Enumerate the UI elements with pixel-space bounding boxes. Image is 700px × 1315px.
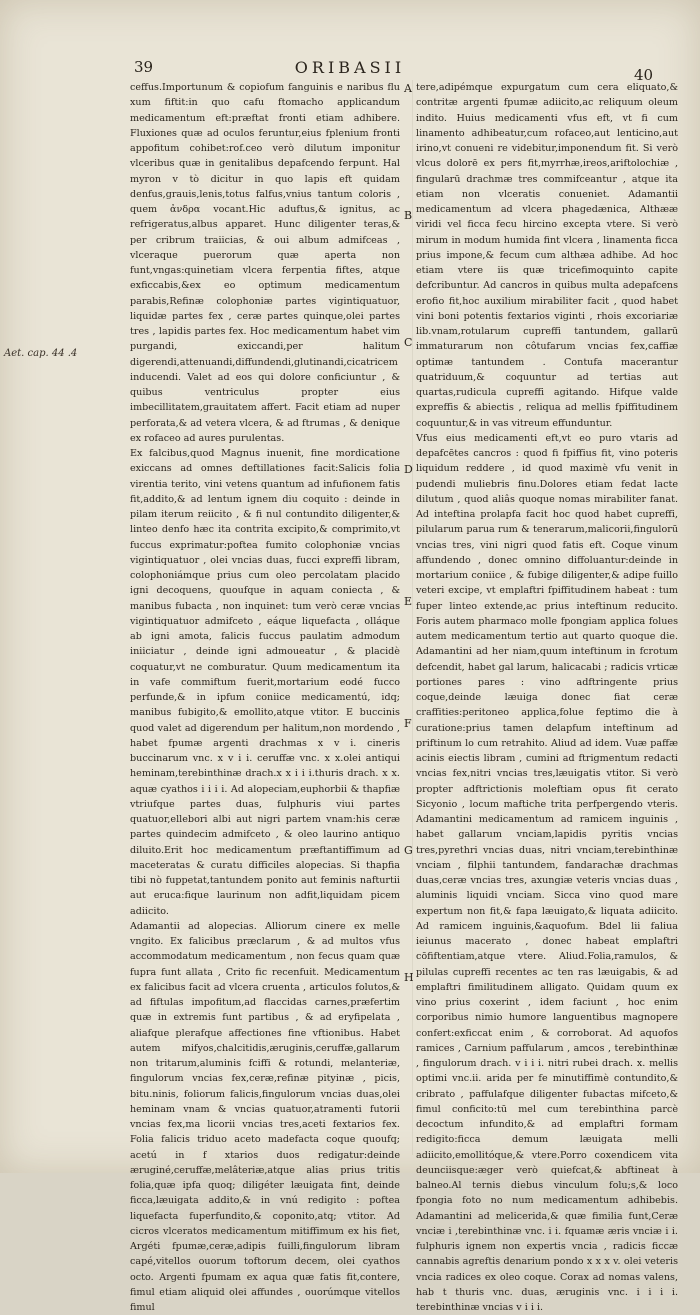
section-letter-g: G (404, 844, 413, 857)
section-letter-c: C (404, 336, 413, 349)
section-letter-e: E (404, 595, 413, 608)
section-letter-d: D (404, 463, 413, 476)
paragraph: Vfus eius medicamenti eft,vt eo puro vtaris ad depafcētes cancros : quod fi fpiffius fit, vino poteris liquidum reddere , id quod maximè vfu venit in pudendi muliebris finu.Dolores etiam fedat lacte dilutum , quod aliâs quoque nomas mirabiliter fanat. Ad inteftina prolapfa facit hoc quod habet cupreffi, pilularum parua rum & tenerarum,malicorii,fingulorū vncias tres, vini nigri quod fatis eft. Coque vinum affundendo , donec omnino diffoluantur:deinde in mortarium coniice , & fubige diligenter,& adipe fuillo veteri excipe, vt emplaftri fpiffitudinem habeat : tum fuper linteo extende,ac prius inteftinum reducito. Foris autem pharmaco molle fpongiam applica folues autem medicamentum tertio aut quarto quoque die. Adamantini ad her niam,quum inteftinum in fcrotum defcendit, habet gal larum, halicacabi ; radicis vrticæ portiones pares : vino adftringente prius coque,deinde læuiga donec fiat ceræ craffities:peritoneo applica,folue feptimo die à curatione:prius tamen delapfum inteftinum ad priftinum lo cum retrahito. Aliud ad idem. Vuæ paffæ acinis eiectis libram , cumini ad ftrigmentum redacti vncias fex,nitri vncias tres,læuigatis vtitor. Si verò propter adftrictionis moleftiam opus fit cerato Sicyonio , locum maftiche trita perfpergendo vteris. Adamantini medicamentum ad ramicem inguinis , habet gallarum vnciam,lapidis pyritis vncias tres,pyrethri vncias duas, nitri vnciam,terebinthinæ vnciam , filphii tantundem, fandarachæ drachmas duas,ceræ vncias tres, axungiæ veteris vncias duas , aluminis liquidi vnciam. Sicca vino quod mare expertum non fit,& fapa læuigato,& liquata adiicito. Ad ramicem inguinis,&aquofum. Bdel lii faliua ieiunus macerato , donec habeat emplaftri cōfiftentiam,atque vtere. Aliud.Folia,ramulos, & pilulas cupreffi recentes ac ten ras læuigabis, & ad emplaftri fimilitudinem alligato. Quidam quum ex vino prius coxerint , idem faciunt , hoc enim corporibus nimio humore languentibus magnopere confert:exficcat enim , & corroborat. Ad aquofos ramices , Carnium paffularum , amcos , terebinthinæ , fingulorum drach. v i i i. nitri rubei drach. x. mellis optimi vnc.ii. arida per fe minutiffimè contundito,& cribrato , paffulafque diligenter fubactas mifceto,& fimul conficito:tū mel cum terebinthina parcè decoctum infundito,& ad emplaftri formam redigito:ficca demum læuigata melli adiicito,emollitóque,& vtere.Porro coxendicem vita deunciisque:æger verò quiefcat,& abftineat à balneo.Al ternis diebus vinculum folu;s,& loco fpongia foto no num medicamentum adhibebis. Adamantini ad melicerida,& quæ fimilia funt,Ceræ vnciæ i ,terebinthinæ vnc. i i. fquamæ æris vnciæ i i. fulphuris ignem non expertis vncia , radicis ficcæ cannabis agreftis denarium pondo x x x v. olei veteris vncia radices ex oleo coque. Corax ad nomas valens, hab t thuris vnc. duas, æruginis vnc. i i i i. terebinthinæ vncias v i i i. (416, 432, 678, 1313)
paragraph: Adamantii ad alopecias. Alliorum cinere ex melle vngito. Ex falicibus præclarum , & ad multos vfus accommodatum medicamentum , non fecus quam quæ fupra funt allata , Crito fic recenfuit. Medicamentum ex falicibus facit ad vlcera cruenta , articulos folutos,& ad fiftulas impofitum,ad flaccidas carnes,præfertim quæ in extremis funt partibus , & ad eryfipelata , aliafque plerafque affectiones fine vftionibus. Habet autem mifyos,chalcitidis,æruginis,ceruffæ,gallarum non tritarum,aluminis fciffi & rotundi, melanteriæ, fingulorum vncias fex,ceræ,refinæ pityinæ , picis, bitu.ninis, foliorum falicis,fingulorum vncias duas,olei heminam vnam & vncias quatuor,atramenti futorii vncias fex,ma licorii vncias tres,aceti fextarios fex. Folia falicis triduo aceto madefacta coque quoufq; acetú in f xtarios duos redigatur:deinde æruginé,ceruffæ,melâteriæ,atque alias prius tritis folia,quæ ipfa quoq; diligéter læuigata fint, deinde ficca,læuigata addito,& in vnú redigito : poftea liquefacta fuperfundito,& coponito,atq; vtitor. Ad cicros vlceratos medicamentum mitiffimum ex his fiet, Argéti fpumæ,ceræ,adipis fuilli,fingulorum libram capé,vitellos ouorum toftorum decem, olei cyathos octo. Argenti fpumam ex aqua quæ fatis fit,contere, fimul etiam aliquid olei affundes , ouorúmque vitellos fimul (130, 920, 400, 1313)
handwritten-margin-note: Aet. cap. 44 .4 (4, 348, 78, 359)
page-number-right: 40 (634, 66, 654, 84)
running-title: ORIBASII (294, 58, 406, 77)
section-letter-b: B (404, 209, 413, 222)
paragraph: Ex falcibus,quod Magnus inuenit, fine mordicatione exiccans ad omnes deftillationes facit:Salicis folia virentia terito, vini vetens quantum ad infufionem fatis fit,addito,& ad lentum ignem diu coquito : deinde in pilam iterum reiicito , & fi nul contundito diligenter,& linteo denfo hæc ita contrita excipito,& comprimito,vt fuccus exprimatur:poftea fumito colophoniæ vncias vigintiquatuor , olei vncias duas, fucci expreffi libram, colophoniámque prius cum oleo percolatam placido igni decoquens, quoufque in aquam coniecta , & manibus fubacta , non inquinet: tum verò ceræ vncias vigintiquatuor admifceto , eáque liquefacta , olláque ab igni amota, falicis fuccus paulatim admodum iniiciatur , deinde igni admoueatur , & placidè coquatur,vt ne comburatur. Quum medicamentum ita in vafe commiftum fuerit,mortarium eodé fucco perfunde,& in ipfum coniice medicamentú, idq; manibus fubigito,& emollito,atque vtitor. E buccinis quod valet ad digerendum per halitum,non mordendo , habet fpumæ argenti drachmas x v i. cineris buccinarum vnc. x v i i. ceruffæ vnc. x x.olei antiqui heminam,terebinthinæ drach.x x i i i.thuris drach. x x. aquæ cyathos i i i i. Ad alopeciam,euphorbii & thapfiæ vtriufque partes duas, fulphuris viui partes quatuor,ellebori albi aut nigri partem vnam:his ceræ partes quindecim admifceto , & oleo laurino antiquo diluito.Erit hoc medicamentum præftantiffimum ad maceteratas & curatu difficiles alopecias. Si thapfia tibi nò fuppetat,tantundem ponito aut feminis nafturtii aut eruca:fique laurinum non adfit,liquidam picem adiicito. (130, 448, 400, 917)
section-letter-f: F (404, 717, 412, 730)
text-column-right (416, 80, 678, 1313)
page-number-left: 39 (134, 58, 154, 76)
paragraph: ceffus.Importunum & copiofum fanguinis e naribus flu xum fiftit:in quo cafu ftomacho applicandum medicamentum eft:præftat fronti etiam adhibere. Fluxiones quæ ad oculos feruntur,eius fplenium fronti appofitum cohibet:rof.ceo verò dilutum imponitur vlceribus quæ in genitalibus depafcendo ferpunt. Hal myron v tò dicitur in quo lapis eft quidam denfus,grauis,lenis,totus falfus,vnius tantum coloris , quem ἀνδρα vocant.Hic aduftus,& ignitus, ac refrigeratus,albus apparet. Hunc diligenter teras,& per cribrum traiicias, & oui album admifceas , vlceraque puerorum quæ aperta non funt,vngas:quinetiam vlcera ferpentia fiftes, atque exficcabis,&ex eo optimum medicamentum parabis,Refinæ colophoniæ partes vigintiquatuor, liquidæ partes fex , ceræ partes quinque,olei partes tres , lapidis partes fex. Hoc medicamentum habet vim purgandi, exiccandi,per halitum digerendi,attenuandi,diffundendi,glutinandi,cicatricem inducendi. Valet ad eos qui dolore conficiuntur , & quibus ventriculus propter eius imbecillitatem,grauitatem affert. Facit etiam ad nuper perforata,& ad vetera vlcera, & ad ftrumas , & denique ex rofaceo ad aures purulentas. (130, 82, 400, 444)
text-column-left (130, 80, 400, 1313)
paragraph: tere,adipémque expurgatum cum cera eliquato,& contritæ argenti fpumæ adiicito,ac reliquum oleum indito. Huius medicamenti vfus eft, vt fi cum linamento adhibeatur,cum rofaceo,aut lenticino,aut irino,vt conueni re videbitur,imponendum fit. Si verò vlcus dolorē ex pers fit,myrrhæ,ireos,ariftolochiæ , fingularū drachmæ tres commifceantur , atque ita etiam non vlceratis conueniet. Adamantii medicamentum ad vlcera phagedænica, Althææ viridi vel ficca fecu hircino excepta vtere. Si verò mirum in modum humida fint vlcera , linamenta ficca prius impone,& fecum cum althæa adhibe. Ad hoc etiam vtere iis quæ tricefimoquinto capite defcribuntur. Ad cancros in quibus multa adepafcens erofio fit,hoc auxilium mirabiliter facit , quod habet vini boni potentis fextarios viginti , rhois excoriariæ lib.vnam,rotularum cupreffi tantundem, gallarū immaturarum non côtufarum vncias fex,caffiæ optimæ tantundem . Contufa macerantur quatriduum,& coquuntur ad tertias aut quartas,rudicula cupreffi agitando. Hifque valde expreffis & abiectis , reliqua ad mellis fpiffitudinem coquuntur,& in vas vitreum effunduntur. (416, 82, 678, 429)
section-letter-h: H (404, 971, 414, 984)
section-letter-a: A (404, 82, 412, 95)
column-gutter (412, 80, 413, 1155)
page-header (0, 58, 700, 82)
